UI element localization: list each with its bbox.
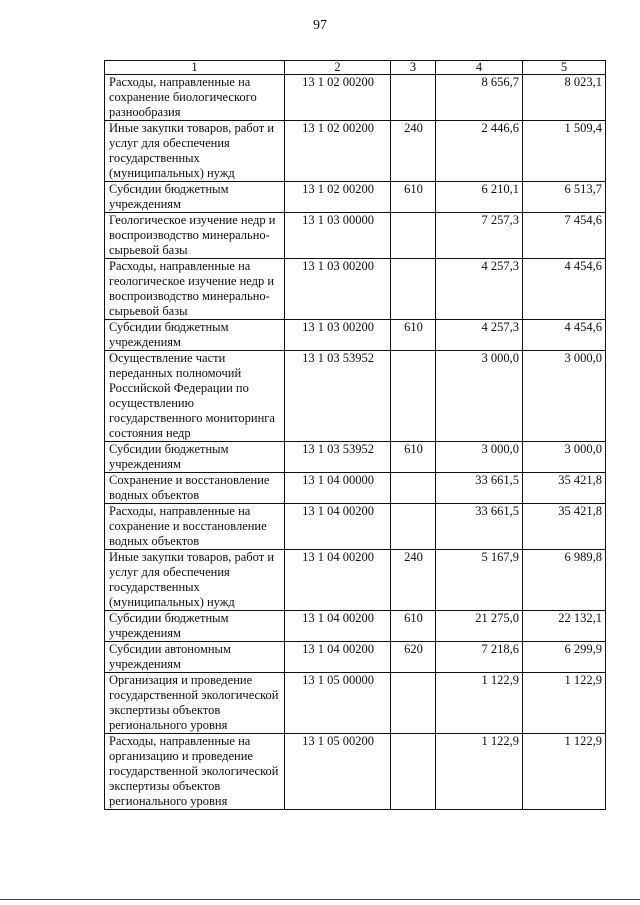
table-row [105,504,606,550]
row-value-year2-cell: 7 454,6 [523,213,606,259]
row-expense-type-cell: 610 [391,182,436,213]
row-value-year2-cell: 35 421,8 [523,504,606,550]
row-value-year1-cell: 6 210,1 [436,182,523,213]
table-row [105,75,606,121]
table-row [105,213,606,259]
row-name-cell: Субсидии бюджетным учреждениям [105,182,285,213]
row-expense-type-cell [391,673,436,734]
row-code-cell: 13 1 03 00000 [285,213,391,259]
row-name-cell: Субсидии автономным учреждениям [105,642,285,673]
row-value-year2-cell: 3 000,0 [523,351,606,442]
table-row [105,673,606,734]
row-code-cell: 13 1 05 00200 [285,734,391,810]
table-row [105,642,606,673]
page-bottom-edge [0,899,640,900]
row-value-year2-cell: 6 989,8 [523,550,606,611]
row-value-year1-cell: 7 218,6 [436,642,523,673]
row-value-year2-cell: 6 513,7 [523,182,606,213]
row-value-year2-cell: 1 122,9 [523,673,606,734]
row-name-cell: Расходы, направленные на организацию и проведение государственной экологической экспертизы объектов регионального уровня [105,734,285,810]
row-value-year1-cell: 2 446,6 [436,121,523,182]
table-row [105,442,606,473]
row-expense-type-cell [391,259,436,320]
budget-table [104,60,606,810]
row-code-cell: 13 1 03 00200 [285,259,391,320]
row-name-cell: Расходы, направленные на геологическое изучение недр и воспроизводство минерально-сырьевой базы [105,259,285,320]
header-col-2: 2 [285,61,391,75]
row-code-cell: 13 1 05 00000 [285,673,391,734]
table-row [105,611,606,642]
row-name-cell: Осуществление части переданных полномочий Российской Федерации по осуществлению государственного мониторинга состояния недр [105,351,285,442]
row-name-cell: Субсидии бюджетным учреждениям [105,442,285,473]
row-value-year2-cell: 1 122,9 [523,734,606,810]
table-header-row [105,61,606,75]
row-code-cell: 13 1 04 00200 [285,504,391,550]
row-value-year1-cell: 1 122,9 [436,673,523,734]
header-col-5: 5 [523,61,606,75]
row-value-year2-cell: 3 000,0 [523,442,606,473]
row-code-cell: 13 1 04 00200 [285,550,391,611]
row-expense-type-cell: 240 [391,121,436,182]
row-value-year2-cell: 4 454,6 [523,320,606,351]
row-code-cell: 13 1 04 00200 [285,642,391,673]
row-expense-type-cell: 610 [391,442,436,473]
row-expense-type-cell: 240 [391,550,436,611]
row-value-year1-cell: 1 122,9 [436,734,523,810]
row-value-year1-cell: 7 257,3 [436,213,523,259]
row-expense-type-cell [391,504,436,550]
header-col-1: 1 [105,61,285,75]
row-expense-type-cell [391,75,436,121]
row-expense-type-cell [391,351,436,442]
row-value-year2-cell: 35 421,8 [523,473,606,504]
row-value-year2-cell: 8 023,1 [523,75,606,121]
row-expense-type-cell [391,734,436,810]
row-value-year1-cell: 21 275,0 [436,611,523,642]
row-value-year2-cell: 6 299,9 [523,642,606,673]
row-code-cell: 13 1 03 53952 [285,351,391,442]
table-row [105,351,606,442]
row-code-cell: 13 1 02 00200 [285,182,391,213]
row-name-cell: Организация и проведение государственной экологической экспертизы объектов регионального уровня [105,673,285,734]
row-code-cell: 13 1 02 00200 [285,121,391,182]
table-row [105,182,606,213]
row-expense-type-cell [391,213,436,259]
row-code-cell: 13 1 04 00000 [285,473,391,504]
row-code-cell: 13 1 02 00200 [285,75,391,121]
row-value-year1-cell: 5 167,9 [436,550,523,611]
row-value-year1-cell: 33 661,5 [436,504,523,550]
table-row [105,259,606,320]
page-number: 97 [313,18,327,33]
table-row [105,320,606,351]
row-code-cell: 13 1 03 53952 [285,442,391,473]
row-name-cell: Иные закупки товаров, работ и услуг для обеспечения государственных (муниципальных) нужд [105,550,285,611]
row-name-cell: Субсидии бюджетным учреждениям [105,611,285,642]
row-expense-type-cell: 610 [391,611,436,642]
row-value-year2-cell: 1 509,4 [523,121,606,182]
row-value-year1-cell: 4 257,3 [436,320,523,351]
row-value-year2-cell: 4 454,6 [523,259,606,320]
row-value-year1-cell: 4 257,3 [436,259,523,320]
table-row [105,121,606,182]
row-name-cell: Геологическое изучение недр и воспроизводство минерально-сырьевой базы [105,213,285,259]
row-name-cell: Расходы, направленные на сохранение и восстановление водных объектов [105,504,285,550]
row-expense-type-cell: 610 [391,320,436,351]
table-row [105,550,606,611]
row-code-cell: 13 1 03 00200 [285,320,391,351]
row-value-year1-cell: 3 000,0 [436,442,523,473]
row-value-year1-cell: 33 661,5 [436,473,523,504]
row-name-cell: Субсидии бюджетным учреждениям [105,320,285,351]
header-col-4: 4 [436,61,523,75]
table-row [105,473,606,504]
row-expense-type-cell [391,473,436,504]
table-body [105,75,606,810]
row-value-year1-cell: 8 656,7 [436,75,523,121]
row-value-year1-cell: 3 000,0 [436,351,523,442]
row-name-cell: Сохранение и восстановление водных объектов [105,473,285,504]
row-name-cell: Расходы, направленные на сохранение биологического разнообразия [105,75,285,121]
row-expense-type-cell: 620 [391,642,436,673]
row-name-cell: Иные закупки товаров, работ и услуг для обеспечения государственных (муниципальных) нужд [105,121,285,182]
table-row [105,734,606,810]
row-code-cell: 13 1 04 00200 [285,611,391,642]
row-value-year2-cell: 22 132,1 [523,611,606,642]
header-col-3: 3 [391,61,436,75]
